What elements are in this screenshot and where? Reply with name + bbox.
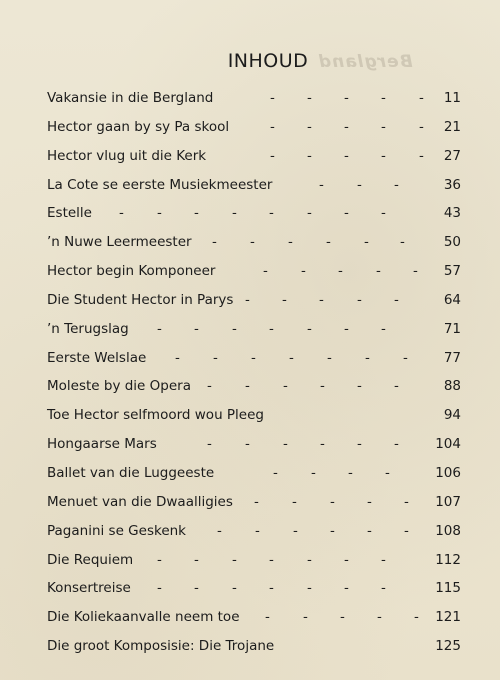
toc-leader-dashes [47,199,461,227]
leader-dash: - [381,90,386,106]
leader-dash: - [119,205,124,222]
toc-entry-title: Die groot Komposisie: Die Trojane [47,638,275,655]
leader-dash: - [194,551,199,568]
leader-dash: - [245,291,250,308]
leader-dash: - [263,263,268,280]
leader-dash: - [365,349,370,366]
toc-entry [47,344,461,373]
toc-entry-title: Toe Hector selfmoord wou Pleeg [47,407,264,424]
toc-entry-page-number: 71 [443,320,461,337]
toc-entry-title: La Cote se eerste Musiekmeester [47,176,273,193]
leader-dash: - [419,147,424,164]
leader-dash: - [403,349,408,366]
leader-dash: - [307,90,312,106]
leader-dash: - [307,551,312,568]
toc-entry [47,171,461,200]
toc-entry-page-number: 106 [435,464,461,481]
leader-dash: - [413,263,418,280]
toc-entry-page-number: 121 [435,609,461,626]
toc-entry-title: Hector begin Komponeer [47,263,216,280]
toc-entry-page-number: 27 [443,147,461,164]
leader-dash: - [385,464,390,481]
toc-entry-page-number: 88 [443,378,461,395]
leader-dash: - [157,551,162,568]
bleed-through-text: Bergland [318,52,413,72]
toc-entry-page-number: 108 [435,522,461,539]
leader-dash: - [381,320,386,337]
leader-dash: - [269,205,274,222]
toc-entry [47,113,461,142]
toc-leader-dashes [47,171,461,199]
leader-dash: - [307,580,312,597]
toc-entry [47,142,461,171]
toc-entry [47,574,461,603]
leader-dash: - [270,90,275,106]
toc-leader-dashes [47,142,461,170]
table-of-contents [47,84,461,661]
leader-dash: - [232,205,237,222]
leader-dash: - [311,464,316,481]
leader-dash: - [307,118,312,135]
leader-dash: - [213,349,218,366]
leader-dash: - [344,320,349,337]
toc-entry [47,286,461,315]
leader-dash: - [301,263,306,280]
toc-leader-dashes [47,401,461,429]
toc-entry-page-number: 107 [435,493,461,510]
toc-entry-page-number: 50 [443,234,461,251]
toc-entry-page-number: 57 [443,263,461,280]
leader-dash: - [283,436,288,453]
leader-dash: - [319,176,324,193]
leader-dash: - [377,609,382,626]
toc-entry [47,430,461,459]
leader-dash: - [283,378,288,395]
toc-entry [47,372,461,401]
toc-entry [47,459,461,488]
toc-entry-title: Estelle [47,205,92,222]
leader-dash: - [245,378,250,395]
toc-entry-page-number: 115 [435,580,461,597]
leader-dash: - [394,378,399,395]
toc-entry-page-number: 11 [443,90,461,106]
leader-dash: - [364,234,369,251]
toc-entry-title: Hector vlug uit die Kerk [47,147,207,164]
toc-leader-dashes [47,632,461,660]
toc-entry-page-number: 77 [443,349,461,366]
toc-leader-dashes [47,315,461,343]
toc-leader-dashes [47,459,461,487]
leader-dash: - [414,609,419,626]
leader-dash: - [327,349,332,366]
leader-dash: - [269,320,274,337]
leader-dash: - [232,320,237,337]
toc-entry-title: ’n Nuwe Leermeester [47,234,192,251]
leader-dash: - [250,234,255,251]
leader-dash: - [269,580,274,597]
toc-entry-title: Paganini se Geskenk [47,522,187,539]
leader-dash: - [232,580,237,597]
toc-entry-title: Die Koliekaanvalle neem toe [47,609,240,626]
leader-dash: - [344,551,349,568]
leader-dash: - [344,580,349,597]
toc-entry [47,199,461,228]
leader-dash: - [307,205,312,222]
leader-dash: - [270,118,275,135]
leader-dash: - [404,493,409,510]
leader-dash: - [157,580,162,597]
leader-dash: - [157,320,162,337]
leader-dash: - [157,205,162,222]
leader-dash: - [404,522,409,539]
toc-entry-page-number: 43 [443,205,461,222]
leader-dash: - [344,118,349,135]
leader-dash: - [381,118,386,135]
leader-dash: - [217,522,222,539]
page-title: INHOUD [227,50,309,72]
toc-leader-dashes [47,517,461,545]
leader-dash: - [367,493,372,510]
leader-dash: - [367,522,372,539]
toc-leader-dashes [47,257,461,285]
leader-dash: - [307,320,312,337]
leader-dash: - [344,205,349,222]
leader-dash: - [419,118,424,135]
leader-dash: - [175,349,180,366]
toc-entry-title: Ballet van die Luggeeste [47,464,215,481]
leader-dash: - [319,291,324,308]
leader-dash: - [381,205,386,222]
toc-leader-dashes [47,574,461,602]
leader-dash: - [303,609,308,626]
toc-entry-title: Eerste Welslae [47,349,147,366]
leader-dash: - [330,522,335,539]
leader-dash: - [376,263,381,280]
toc-entry-title: Die Student Hector in Parys [47,291,234,308]
leader-dash: - [207,378,212,395]
leader-dash: - [194,580,199,597]
toc-entry-page-number: 125 [435,638,461,655]
leader-dash: - [330,493,335,510]
leader-dash: - [419,90,424,106]
toc-entry-title: Moleste by die Opera [47,378,191,395]
toc-entry-title: Hector gaan by sy Pa skool [47,118,230,135]
leader-dash: - [348,464,353,481]
toc-leader-dashes [47,430,461,458]
leader-dash: - [212,234,217,251]
leader-dash: - [381,551,386,568]
leader-dash: - [400,234,405,251]
toc-entry-page-number: 21 [443,118,461,135]
leader-dash: - [381,580,386,597]
leader-dash: - [232,551,237,568]
leader-dash: - [357,378,362,395]
leader-dash: - [288,234,293,251]
toc-leader-dashes [47,372,461,400]
toc-entry-page-number: 112 [435,551,461,568]
toc-entry-title: Hongaarse Mars [47,436,157,453]
toc-leader-dashes [47,84,461,112]
toc-entry [47,228,461,257]
leader-dash: - [394,176,399,193]
leader-dash: - [307,147,312,164]
toc-leader-dashes [47,286,461,314]
leader-dash: - [320,436,325,453]
toc-entry [47,488,461,517]
leader-dash: - [320,378,325,395]
toc-entry-title: Vakansie in die Bergland [47,90,214,106]
leader-dash: - [344,147,349,164]
toc-entry-page-number: 64 [443,291,461,308]
toc-entry-page-number: 104 [435,436,461,453]
toc-entry [47,603,461,632]
toc-entry-page-number: 36 [443,176,461,193]
leader-dash: - [282,291,287,308]
toc-leader-dashes [47,603,461,631]
toc-entry [47,517,461,546]
toc-leader-dashes [47,546,461,574]
toc-leader-dashes [47,113,461,141]
leader-dash: - [357,436,362,453]
leader-dash: - [357,176,362,193]
toc-entry [47,84,461,113]
leader-dash: - [245,436,250,453]
leader-dash: - [289,349,294,366]
leader-dash: - [394,436,399,453]
leader-dash: - [251,349,256,366]
toc-entry-title: Konsertreise [47,580,131,597]
leader-dash: - [344,90,349,106]
leader-dash: - [394,291,399,308]
leader-dash: - [270,147,275,164]
toc-entry-page-number: 94 [443,407,461,424]
leader-dash: - [338,263,343,280]
leader-dash: - [254,493,259,510]
leader-dash: - [269,551,274,568]
toc-entry [47,401,461,430]
toc-leader-dashes [47,488,461,516]
leader-dash: - [194,205,199,222]
leader-dash: - [194,320,199,337]
toc-entry-title: ’n Terugslag [47,320,129,337]
leader-dash: - [340,609,345,626]
toc-entry [47,546,461,575]
leader-dash: - [207,436,212,453]
leader-dash: - [273,464,278,481]
leader-dash: - [292,493,297,510]
leader-dash: - [381,147,386,164]
leader-dash: - [255,522,260,539]
leader-dash: - [265,609,270,626]
toc-leader-dashes [47,344,461,372]
leader-dash: - [326,234,331,251]
toc-entry [47,315,461,344]
toc-entry [47,257,461,286]
toc-entry-title: Die Requiem [47,551,134,568]
toc-leader-dashes [47,228,461,256]
toc-entry [47,632,461,661]
toc-entry-title: Menuet van die Dwaalligies [47,493,233,510]
leader-dash: - [357,291,362,308]
leader-dash: - [293,522,298,539]
